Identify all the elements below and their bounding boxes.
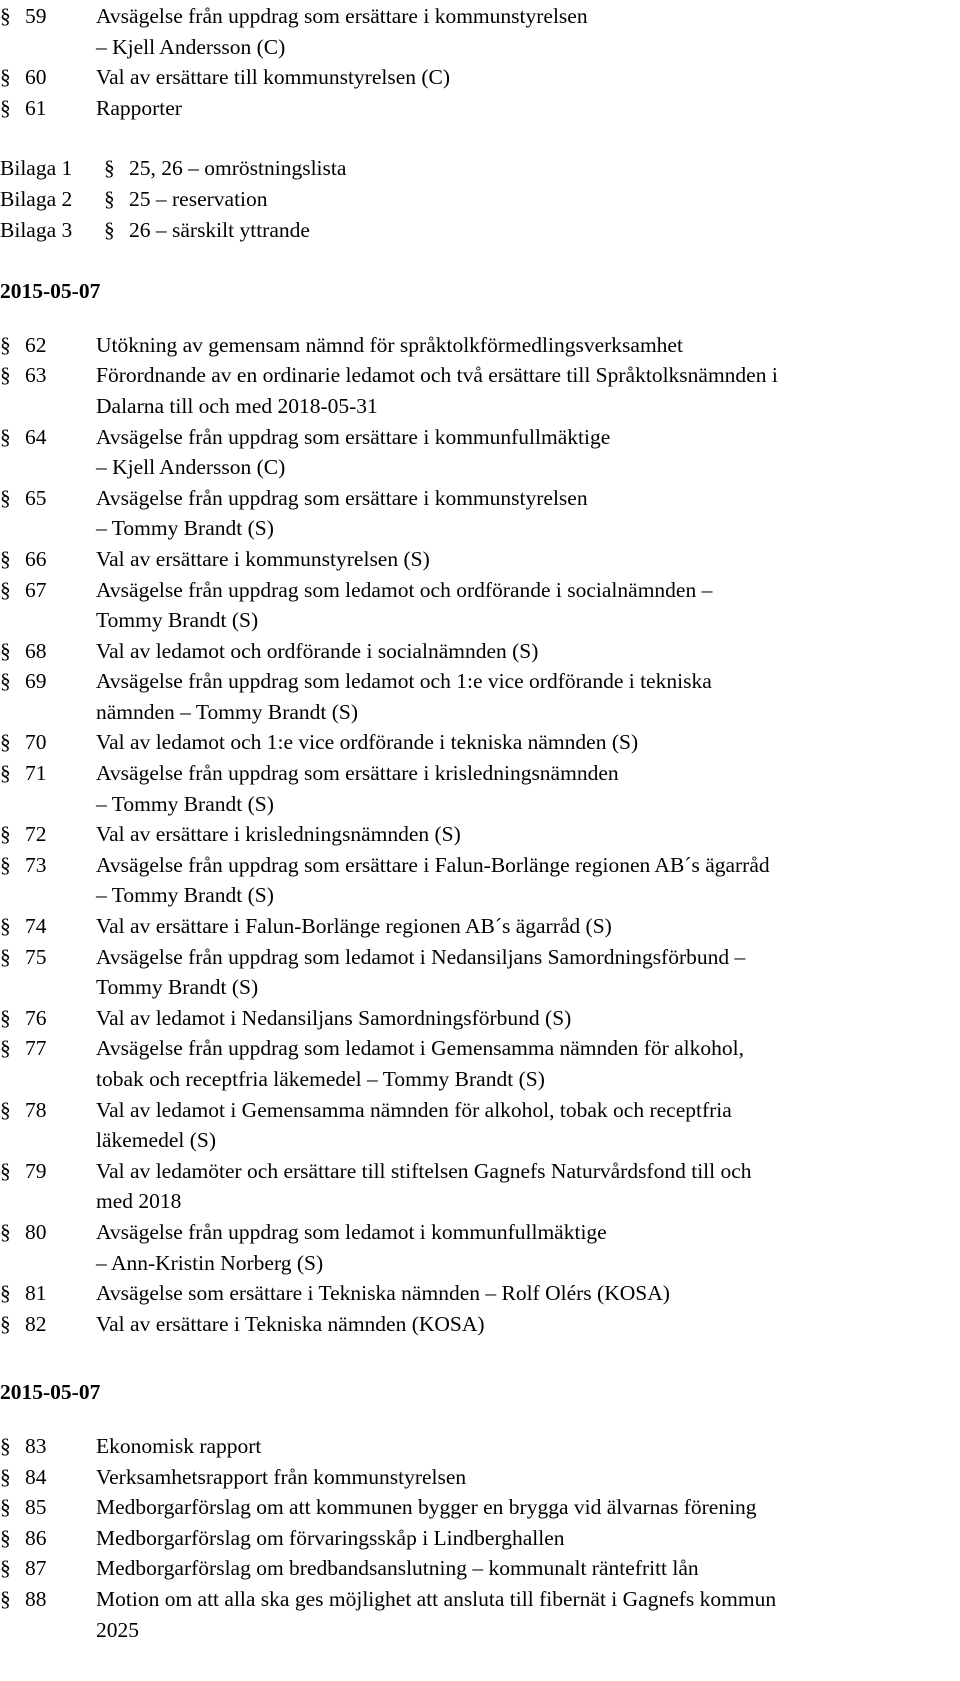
- item-number: 68: [25, 638, 47, 663]
- agenda-item: [0, 1523, 960, 1554]
- item-number: 86: [25, 1525, 47, 1550]
- item-title: [96, 727, 960, 758]
- agenda-item: [0, 422, 960, 483]
- agenda-item: [0, 1553, 960, 1584]
- item-number: 63: [25, 363, 47, 388]
- item-title: [96, 1462, 960, 1493]
- agenda-item: [0, 62, 960, 93]
- section-symbol: §: [0, 1036, 11, 1061]
- section-symbol: §: [0, 1311, 11, 1336]
- agenda-item: [0, 1, 960, 62]
- item-title-line: Avsägelse från uppdrag som ersättare i krisledningsnämnden: [96, 761, 619, 786]
- item-title-line: Avsägelse från uppdrag som ersättare i kommunstyrelsen: [96, 485, 588, 510]
- section-symbol: §: [104, 186, 115, 211]
- section-symbol: §: [104, 217, 115, 242]
- agenda-item: [0, 636, 960, 667]
- item-number: 60: [25, 65, 47, 90]
- section-symbol: §: [0, 1097, 11, 1122]
- item-title-line: Tommy Brandt (S): [96, 975, 259, 1000]
- item-number: 69: [25, 669, 47, 694]
- item-number: 85: [25, 1495, 47, 1520]
- agenda-item: [0, 1003, 960, 1034]
- item-title-line: med 2018: [96, 1189, 182, 1214]
- section-symbol: §: [0, 730, 11, 755]
- item-title-line: tobak och receptfria läkemedel – Tommy Brandt (S): [96, 1067, 545, 1091]
- item-number: 83: [25, 1433, 47, 1458]
- item-number: 81: [25, 1281, 47, 1306]
- item-title: [96, 1523, 960, 1554]
- agenda-item: [0, 1584, 960, 1645]
- agenda-item: [0, 1217, 960, 1278]
- attachment-label: Bilaga 1: [0, 156, 73, 181]
- attachment-item: [0, 184, 960, 215]
- item-title: [96, 93, 960, 124]
- item-title: [96, 360, 960, 421]
- agenda-item: [0, 1309, 960, 1340]
- item-title-line: Ekonomisk rapport: [96, 1433, 262, 1458]
- item-number: 80: [25, 1219, 47, 1244]
- section-symbol: §: [0, 1158, 11, 1183]
- date-heading-1: 2015-05-07: [0, 279, 101, 304]
- document-page: [0, 1, 960, 1645]
- item-title-line: Val av ledamöter och ersättare till stiftelsen Gagnefs Naturvårdsfond till och: [96, 1158, 752, 1183]
- agenda-item: [0, 850, 960, 911]
- section-symbol: §: [0, 914, 11, 939]
- item-title-line: Medborgarförslag om bredbandsanslutning – kommunalt räntefritt lån: [96, 1556, 699, 1581]
- item-title: [96, 483, 960, 544]
- item-title-line: – Tommy Brandt (S): [96, 791, 274, 816]
- item-title-line: Avsägelse från uppdrag som ledamot i Nedansiljans Samordningsförbund –: [96, 944, 746, 969]
- item-title: [96, 1278, 960, 1309]
- item-title-line: Val av ledamot i Gemensamma nämnden för alkohol, tobak och receptfria: [96, 1097, 732, 1122]
- item-title: [96, 544, 960, 575]
- item-title-line: Verksamhetsrapport från kommunstyrelsen: [96, 1464, 467, 1489]
- agenda-list-top: [0, 1, 960, 123]
- agenda-item: [0, 1278, 960, 1309]
- item-title: [96, 819, 960, 850]
- item-title: [96, 1217, 960, 1278]
- section-symbol: §: [0, 1495, 11, 1520]
- section-symbol: §: [0, 669, 11, 694]
- item-number: 75: [25, 944, 47, 969]
- section-symbol: §: [104, 156, 115, 181]
- agenda-item: [0, 1095, 960, 1156]
- item-number: 79: [25, 1158, 47, 1183]
- section-symbol: §: [0, 1525, 11, 1550]
- item-number: 62: [25, 332, 47, 357]
- attachment-item: [0, 153, 960, 184]
- item-number: 76: [25, 1005, 47, 1030]
- item-title: [96, 1, 960, 62]
- item-title-line: Val av ersättare i Tekniska nämnden (KOSA): [96, 1311, 485, 1336]
- agenda-list-1: [0, 330, 960, 1340]
- item-title: [96, 1492, 960, 1523]
- item-title-line: Val av ersättare till kommunstyrelsen (C): [96, 65, 451, 90]
- item-number: 78: [25, 1097, 47, 1122]
- section-symbol: §: [0, 65, 11, 90]
- item-number: 73: [25, 852, 47, 877]
- section-symbol: §: [0, 1556, 11, 1581]
- item-title-line: Val av ledamot och 1:e vice ordförande i tekniska nämnden (S): [96, 730, 639, 755]
- item-number: 88: [25, 1586, 47, 1611]
- agenda-item: [0, 93, 960, 124]
- section-symbol: §: [0, 761, 11, 786]
- item-title: [96, 1553, 960, 1584]
- item-title-line: Avsägelse från uppdrag som ersättare i kommunfullmäktige: [96, 424, 611, 449]
- item-number: 65: [25, 485, 47, 510]
- section-symbol: §: [0, 822, 11, 847]
- section-symbol: §: [0, 1281, 11, 1306]
- item-title: [96, 911, 960, 942]
- section-symbol: §: [0, 95, 11, 120]
- item-number: 61: [25, 95, 47, 120]
- item-title-line: Motion om att alla ska ges möjlighet att ansluta till fibernät i Gagnefs kommun: [96, 1586, 777, 1611]
- item-title-line: nämnden – Tommy Brandt (S): [96, 699, 359, 724]
- agenda-item: [0, 1462, 960, 1493]
- section-symbol: §: [0, 1005, 11, 1030]
- section-symbol: §: [0, 4, 11, 28]
- item-title-line: Avsägelse från uppdrag som ledamot i Gemensamma nämnden för alkohol,: [96, 1036, 745, 1061]
- item-number: 72: [25, 822, 47, 847]
- section-symbol: §: [0, 944, 11, 969]
- item-title-line: – Tommy Brandt (S): [96, 516, 274, 541]
- item-number: 70: [25, 730, 47, 755]
- item-title-line: Avsägelse som ersättare i Tekniska nämnden – Rolf Olérs (KOSA): [96, 1281, 670, 1306]
- item-title-line: Avsägelse från uppdrag som ledamot i kommunfullmäktige: [96, 1219, 607, 1244]
- item-number: 59: [25, 4, 47, 28]
- agenda-item: [0, 727, 960, 758]
- agenda-item: [0, 360, 960, 421]
- section-symbol: §: [0, 1219, 11, 1244]
- item-number: 82: [25, 1311, 47, 1336]
- agenda-list-2: [0, 1431, 960, 1645]
- item-title-line: Val av ersättare i kommunstyrelsen (S): [96, 546, 430, 571]
- item-title-line: Dalarna till och med 2018-05-31: [96, 393, 378, 418]
- date-heading-2: 2015-05-07: [0, 1380, 101, 1405]
- item-title: [96, 1431, 960, 1462]
- item-number: 77: [25, 1036, 47, 1061]
- agenda-item: [0, 1156, 960, 1217]
- item-title: [96, 1003, 960, 1034]
- item-number: 71: [25, 761, 47, 786]
- section-symbol: §: [0, 852, 11, 877]
- item-number: 66: [25, 546, 47, 571]
- agenda-item: [0, 483, 960, 544]
- item-title: [96, 330, 960, 361]
- attachment-text: 25 – reservation: [129, 186, 268, 211]
- attachment-label: Bilaga 2: [0, 186, 73, 211]
- item-number: 64: [25, 424, 47, 449]
- section-symbol: §: [0, 363, 11, 388]
- item-title-line: läkemedel (S): [96, 1128, 216, 1153]
- item-title-line: Medborgarförslag om att kommunen bygger en brygga vid älvarnas förening: [96, 1495, 757, 1520]
- item-title: [96, 1584, 960, 1645]
- item-title-line: Avsägelse från uppdrag som ersättare i Falun-Borlänge regionen AB´s ägarråd: [96, 852, 770, 877]
- item-title-line: Avsägelse från uppdrag som ersättare i kommunstyrelsen: [96, 4, 588, 28]
- item-title-line: Val av ersättare i Falun-Borlänge regionen AB´s ägarråd (S): [96, 914, 612, 939]
- item-title: [96, 575, 960, 636]
- section-symbol: §: [0, 1586, 11, 1611]
- item-title: [96, 422, 960, 483]
- item-title-line: Rapporter: [96, 95, 182, 120]
- section-symbol: §: [0, 1464, 11, 1489]
- attachment-item: [0, 215, 960, 246]
- item-number: 87: [25, 1556, 47, 1581]
- agenda-item: [0, 1492, 960, 1523]
- item-number: 84: [25, 1464, 47, 1489]
- agenda-item: [0, 942, 960, 1003]
- attachment-text: 25, 26 – omröstningslista: [129, 156, 347, 181]
- item-title: [96, 1095, 960, 1156]
- agenda-item: [0, 819, 960, 850]
- attachment-text: 26 – särskilt yttrande: [129, 217, 310, 242]
- item-title-line: Medborgarförslag om förvaringsskåp i Lindberghallen: [96, 1525, 565, 1550]
- section-symbol: §: [0, 638, 11, 663]
- item-title: [96, 62, 960, 93]
- agenda-item: [0, 544, 960, 575]
- item-title-line: – Tommy Brandt (S): [96, 883, 274, 908]
- item-title-line: Avsägelse från uppdrag som ledamot och ordförande i socialnämnden –: [96, 577, 713, 602]
- item-title-line: Val av ledamot och ordförande i socialnämnden (S): [96, 638, 539, 663]
- item-title: [96, 666, 960, 727]
- item-number: 74: [25, 914, 47, 939]
- item-title: [96, 942, 960, 1003]
- item-title-line: Förordnande av en ordinarie ledamot och två ersättare till Språktolksnämnden i: [96, 363, 778, 388]
- item-title-line: Val av ledamot i Nedansiljans Samordningsförbund (S): [96, 1005, 572, 1030]
- item-title-line: Tommy Brandt (S): [96, 608, 259, 633]
- attachments-list: [0, 153, 960, 245]
- agenda-item: [0, 1431, 960, 1462]
- item-title: [96, 636, 960, 667]
- item-title-line: Utökning av gemensam nämnd för språktolkförmedlingsverksamhet: [96, 332, 683, 357]
- agenda-item: [0, 911, 960, 942]
- agenda-item: [0, 1033, 960, 1094]
- section-symbol: §: [0, 546, 11, 571]
- agenda-item: [0, 758, 960, 819]
- item-title: [96, 1309, 960, 1340]
- attachment-label: Bilaga 3: [0, 217, 73, 242]
- item-title: [96, 850, 960, 911]
- item-title: [96, 1033, 960, 1094]
- item-title-line: – Ann-Kristin Norberg (S): [96, 1250, 324, 1275]
- item-title-line: 2025: [96, 1617, 139, 1642]
- section-symbol: §: [0, 577, 11, 602]
- item-title-line: – Kjell Andersson (C): [96, 34, 286, 59]
- item-title: [96, 1156, 960, 1217]
- item-title-line: Avsägelse från uppdrag som ledamot och 1:e vice ordförande i tekniska: [96, 669, 712, 694]
- agenda-item: [0, 575, 960, 636]
- section-symbol: §: [0, 485, 11, 510]
- agenda-item: [0, 330, 960, 361]
- item-title-line: Val av ersättare i krisledningsnämnden (S): [96, 822, 461, 847]
- section-symbol: §: [0, 424, 11, 449]
- section-symbol: §: [0, 332, 11, 357]
- section-symbol: §: [0, 1433, 11, 1458]
- agenda-item: [0, 666, 960, 727]
- item-title: [96, 758, 960, 819]
- item-title-line: – Kjell Andersson (C): [96, 455, 286, 480]
- item-number: 67: [25, 577, 47, 602]
